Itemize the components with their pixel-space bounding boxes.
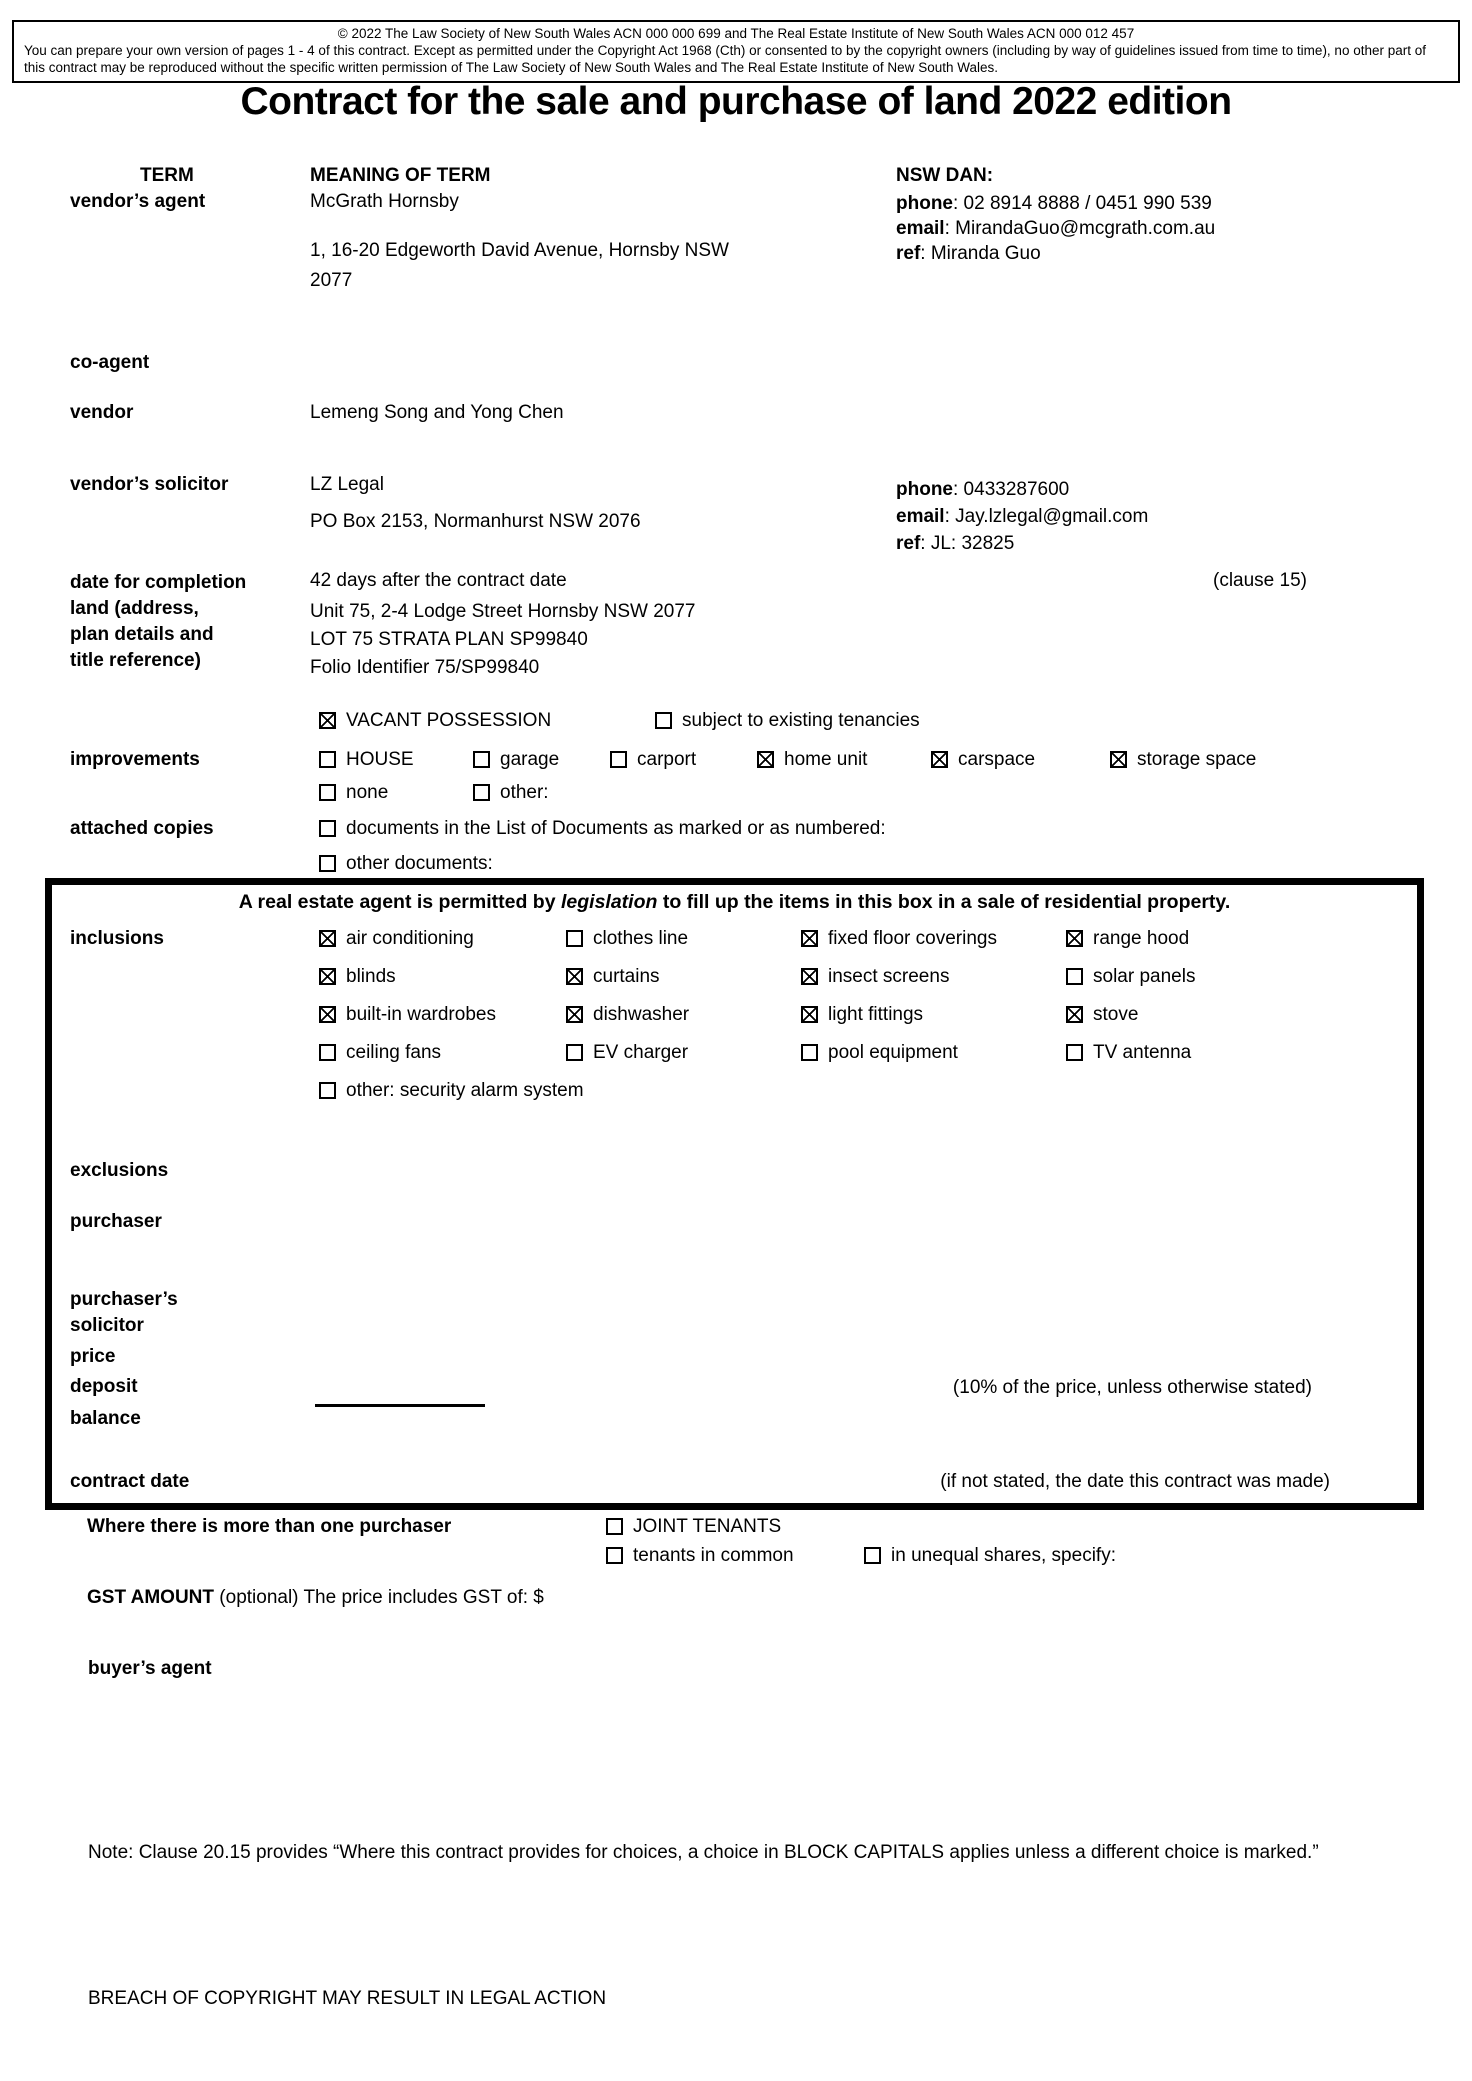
checkbox-label: TV antenna [1093, 1042, 1192, 1063]
checkbox-label: EV charger [593, 1042, 689, 1063]
checkbox-label: clothes line [593, 928, 689, 949]
column-header-nsw-dan: NSW DAN: [896, 165, 994, 186]
checkbox-option-carport[interactable] [610, 749, 696, 771]
land-address-line: Unit 75, 2-4 Lodge Street Hornsby NSW 2077 [310, 601, 696, 622]
checkbox-option-tenants-in-common[interactable] [606, 1545, 794, 1567]
checkbox-label: built-in wardrobes [346, 1004, 496, 1025]
land-plan-line: LOT 75 STRATA PLAN SP99840 [310, 629, 588, 650]
checkbox-option-clothes-line[interactable] [566, 928, 688, 950]
checkbox-label: other documents: [346, 853, 493, 874]
improvements-label: improvements [70, 749, 200, 770]
checkbox-label: in unequal shares, specify: [891, 1545, 1116, 1566]
checkbox-label: light fittings [828, 1004, 924, 1025]
deposit-label: deposit [70, 1376, 138, 1397]
checkbox-ceiling-fans[interactable] [319, 1044, 336, 1061]
checkbox-garage[interactable] [473, 751, 490, 768]
inclusions-label: inclusions [70, 928, 164, 949]
checkbox-existing-tenancies[interactable] [655, 712, 672, 729]
checkbox-option-unequal-shares[interactable] [864, 1545, 1116, 1567]
checkbox-label: documents in the List of Documents as marked or as numbered: [346, 818, 886, 839]
vendor-name: Lemeng Song and Yong Chen [310, 402, 564, 423]
checkbox-option-stove[interactable] [1066, 1004, 1138, 1026]
vendors-agent-name: McGrath Hornsby [310, 191, 459, 212]
checkbox-label: carspace [958, 749, 1036, 770]
copyright-line: © 2022 The Law Society of New South Wales ACN 000 000 699 and The Real Estate Institute of New South Wales ACN 000 012 457 [337, 26, 1135, 41]
checkbox-label: blinds [346, 966, 396, 987]
completion-and-land-labels [70, 570, 246, 674]
vendors-agent-phone-row [896, 191, 1215, 216]
vendors-solicitor-phone-row [896, 476, 1148, 503]
checkbox-tv-antenna[interactable] [1066, 1044, 1083, 1061]
vendors-solicitor-email-row [896, 503, 1148, 530]
attached-copies-label: attached copies [70, 818, 214, 839]
checkbox-pool-equipment[interactable] [801, 1044, 818, 1061]
completion-value: 42 days after the contract date [310, 570, 567, 591]
vendor-label: vendor [70, 402, 134, 423]
checkbox-option-none[interactable] [319, 782, 388, 804]
vendors-agent-contacts [896, 191, 1215, 266]
email-key: email [896, 218, 945, 239]
checkbox-carspace[interactable] [931, 751, 948, 768]
checkbox-home-unit[interactable] [757, 751, 774, 768]
checkbox-label: home unit [784, 749, 868, 770]
vendors-agent-ref-row [896, 241, 1215, 266]
heading-legislation: legislation [560, 891, 658, 913]
checkbox-option-solar-panels[interactable] [1066, 966, 1195, 988]
checkbox-vacant-possession[interactable] [319, 712, 336, 729]
land-label-line: land (address, [70, 598, 199, 619]
vendors-agent-label: vendor’s agent [70, 191, 206, 212]
checkbox-label: pool equipment [828, 1042, 958, 1063]
agent-fill-box-border [45, 878, 1424, 1510]
checkbox-option-ceiling-fans[interactable] [319, 1042, 441, 1064]
checkbox-option-blinds[interactable] [319, 966, 396, 988]
phone-key: phone [896, 479, 953, 500]
page-title: Contract for the sale and purchase of land 2022 edition [240, 80, 1232, 123]
checkbox-blinds[interactable] [319, 968, 336, 985]
checkbox-tenants-in-common[interactable] [606, 1547, 623, 1564]
checkbox-option-range-hood[interactable] [1066, 928, 1189, 950]
checkbox-label: subject to existing tenancies [682, 710, 920, 731]
checkbox-option-vacant-possession[interactable] [319, 710, 551, 732]
checkbox-label: other: security alarm system [346, 1080, 584, 1101]
copyright-footer: BREACH OF COPYRIGHT MAY RESULT IN LEGAL ACTION [88, 1988, 607, 2009]
checkbox-clothes-line[interactable] [566, 930, 583, 947]
checkbox-label: range hood [1093, 928, 1190, 949]
checkbox-label: fixed floor coverings [828, 928, 997, 949]
copyright-body: You can prepare your own version of pages 1 - 4 of this contract. Except as permitted under the Copyright Act 1968 (Cth) or consented to by the copyright owners (including by way of guidelines issued from time to time), no other part of this contract may be reproduced without the specific written permission of The Law Society of New South Wales and The Real Estate Institute of New South Wales. [24, 43, 1426, 75]
checkbox-label: carport [637, 749, 697, 770]
checkbox-option-carspace[interactable] [931, 749, 1035, 771]
column-header-meaning: MEANING OF TERM [310, 165, 491, 186]
phone-key: phone [896, 193, 953, 214]
checkbox-label: storage space [1137, 749, 1257, 770]
land-label-line: title reference) [70, 650, 201, 671]
checkbox-fixed-floor-coverings[interactable] [801, 930, 818, 947]
land-details [310, 598, 695, 682]
land-folio-line: Folio Identifier 75/SP99840 [310, 657, 540, 678]
checkbox-option-storage-space[interactable] [1110, 749, 1256, 771]
checkbox-other-documents[interactable] [319, 855, 336, 872]
checkbox-option-ev-charger[interactable] [566, 1042, 688, 1064]
purchaser-label: purchaser [70, 1211, 162, 1232]
checkbox-ev-charger[interactable] [566, 1044, 583, 1061]
completion-clause-note: (clause 15) [1213, 570, 1307, 591]
checkbox-option-joint-tenants[interactable] [606, 1516, 781, 1538]
checkbox-built-in-wardrobes[interactable] [319, 1006, 336, 1023]
checkbox-option-light-fittings[interactable] [801, 1004, 923, 1026]
heading-post: to fill up the items in this box in a sale of residential property. [657, 891, 1231, 913]
checkbox-label: stove [1093, 1004, 1139, 1025]
multiple-purchasers-label: Where there is more than one purchaser [87, 1516, 452, 1537]
checkbox-label: dishwasher [593, 1004, 690, 1025]
checkbox-label: ceiling fans [346, 1042, 442, 1063]
phone-value: : 02 8914 8888 / 0451 990 539 [953, 193, 1212, 214]
checkbox-option-list-documents[interactable] [319, 818, 886, 840]
vendors-agent-address: 1, 16-20 Edgeworth David Avenue, Hornsby NSW 2077 [310, 240, 729, 291]
completion-label: date for completion [70, 572, 247, 593]
email-value: : Jay.lzlegal@gmail.com [944, 506, 1149, 527]
checkbox-option-dishwasher[interactable] [566, 1004, 689, 1026]
checkbox-carport[interactable] [610, 751, 627, 768]
checkbox-list-documents[interactable] [319, 820, 336, 837]
checkbox-inclusions-other[interactable] [319, 1082, 336, 1099]
checkbox-none[interactable] [319, 784, 336, 801]
vendors-agent-email-row [896, 216, 1215, 241]
checkbox-label: solar panels [1093, 966, 1196, 987]
checkbox-label: other: [500, 782, 549, 803]
checkbox-option-garage[interactable] [473, 749, 559, 771]
checkbox-option-fixed-floor-coverings[interactable] [801, 928, 997, 950]
checkbox-range-hood[interactable] [1066, 930, 1083, 947]
email-key: email [896, 506, 945, 527]
checkbox-stove[interactable] [1066, 1006, 1083, 1023]
vendors-solicitor-address: PO Box 2153, Normanhurst NSW 2076 [310, 511, 641, 532]
purchasers-solicitor-label-line: purchaser’s [70, 1289, 178, 1310]
checkbox-option-insect-screens[interactable] [801, 966, 949, 988]
checkbox-option-built-in-wardrobes[interactable] [319, 1004, 496, 1026]
checkbox-house[interactable] [319, 751, 336, 768]
ref-value: : JL: 32825 [920, 533, 1015, 554]
checkbox-option-house[interactable] [319, 749, 414, 771]
checkbox-option-curtains[interactable] [566, 966, 660, 988]
agent-box-heading [45, 891, 1424, 914]
gst-amount-row [87, 1587, 544, 1609]
gst-amount-text: (optional) The price includes GST of: $ [214, 1587, 544, 1608]
checkbox-label: curtains [593, 966, 660, 987]
checkbox-label: garage [500, 749, 560, 770]
checkbox-option-existing-tenancies[interactable] [655, 710, 920, 732]
land-label-line: plan details and [70, 624, 214, 645]
deposit-note: (10% of the price, unless otherwise stated) [952, 1377, 1312, 1398]
checkbox-label: VACANT POSSESSION [346, 710, 552, 731]
email-value: : MirandaGuo@mcgrath.com.au [944, 218, 1216, 239]
checkbox-option-tv-antenna[interactable] [1066, 1042, 1191, 1064]
ref-value: : Miranda Guo [920, 243, 1041, 264]
ref-key: ref [896, 533, 921, 554]
checkbox-curtains[interactable] [566, 968, 583, 985]
price-label: price [70, 1346, 116, 1367]
checkbox-dishwasher[interactable] [566, 1006, 583, 1023]
heading-pre: A real estate agent is permitted by [238, 891, 561, 913]
checkbox-option-other-documents[interactable] [319, 853, 493, 875]
checkbox-light-fittings[interactable] [801, 1006, 818, 1023]
vendors-solicitor-label: vendor’s solicitor [70, 474, 229, 495]
copyright-notice-box [12, 20, 1460, 83]
phone-value: : 0433287600 [953, 479, 1070, 500]
buyers-agent-label: buyer’s agent [88, 1658, 212, 1679]
checkbox-option-pool-equipment[interactable] [801, 1042, 958, 1064]
checkbox-label: none [346, 782, 389, 803]
checkbox-label: HOUSE [346, 749, 414, 770]
checkbox-insect-screens[interactable] [801, 968, 818, 985]
checkbox-label: JOINT TENANTS [633, 1516, 782, 1537]
checkbox-option-home-unit[interactable] [757, 749, 867, 771]
balance-label: balance [70, 1408, 141, 1429]
purchasers-solicitor-label-line: solicitor [70, 1315, 144, 1336]
checkbox-storage-space[interactable] [1110, 751, 1127, 768]
column-header-term: TERM [140, 165, 194, 186]
checkbox-label: insect screens [828, 966, 950, 987]
checkbox-air-conditioning[interactable] [319, 930, 336, 947]
vendors-solicitor-contacts [896, 476, 1148, 557]
checkbox-option-inclusions-other[interactable] [319, 1080, 584, 1102]
checkbox-improvements-other[interactable] [473, 784, 490, 801]
checkbox-joint-tenants[interactable] [606, 1518, 623, 1535]
vendors-solicitor-ref-row [896, 530, 1148, 557]
deposit-fill-line[interactable] [315, 1404, 485, 1407]
checkbox-unequal-shares[interactable] [864, 1547, 881, 1564]
checkbox-label: air conditioning [346, 928, 474, 949]
exclusions-label: exclusions [70, 1160, 169, 1181]
co-agent-label: co-agent [70, 352, 150, 373]
checkbox-option-improvements-other[interactable] [473, 782, 549, 804]
vendors-solicitor-name: LZ Legal [310, 474, 384, 495]
gst-amount-label: GST AMOUNT [87, 1587, 215, 1608]
checkbox-option-air-conditioning[interactable] [319, 928, 474, 950]
ref-key: ref [896, 243, 921, 264]
checkbox-label: tenants in common [633, 1545, 794, 1566]
clause-note: Note: Clause 20.15 provides “Where this contract provides for choices, a choice in BLOCK CAPITALS applies unless a different choice is marked.” [88, 1842, 1319, 1863]
checkbox-solar-panels[interactable] [1066, 968, 1083, 985]
contract-date-label: contract date [70, 1471, 190, 1492]
contract-date-note: (if not stated, the date this contract was made) [940, 1471, 1330, 1492]
purchasers-solicitor-label [70, 1287, 178, 1339]
